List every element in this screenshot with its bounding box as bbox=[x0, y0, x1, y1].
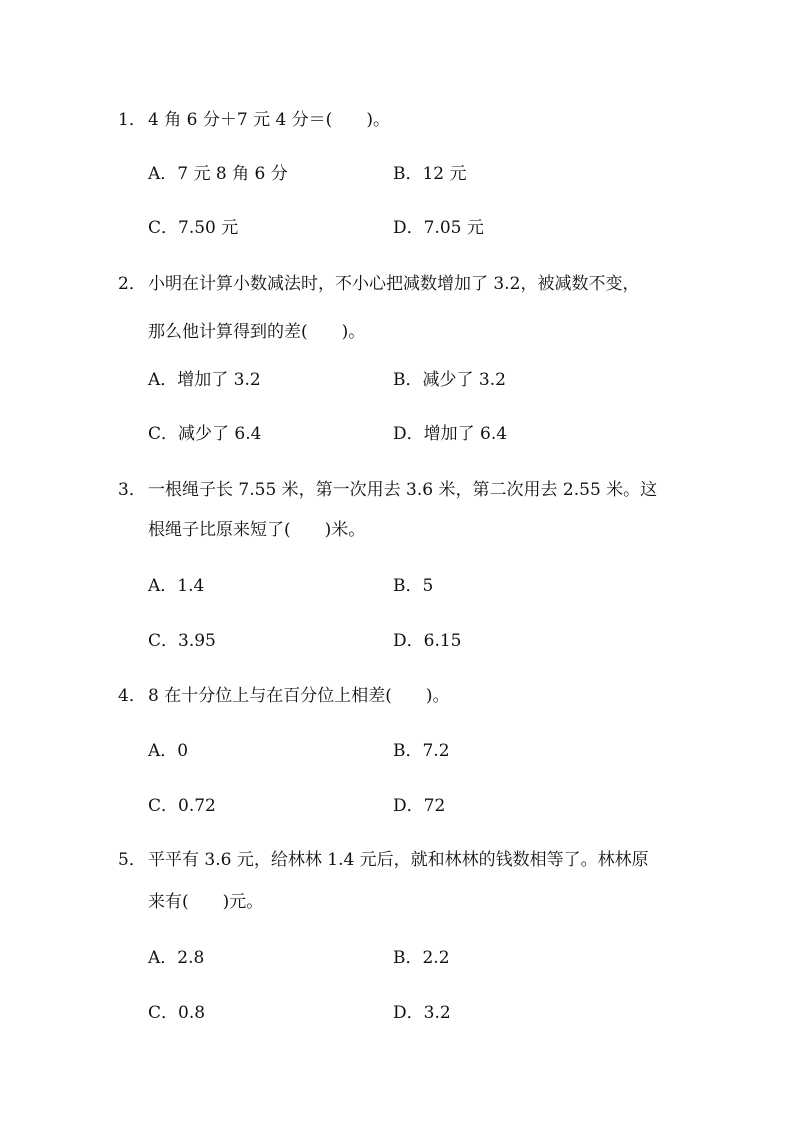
option-c: C．3.95 bbox=[148, 631, 216, 651]
option-d: D．增加了 6.4 bbox=[393, 424, 508, 444]
option-a: A．1.4 bbox=[148, 576, 205, 596]
option-a: A．2.8 bbox=[148, 948, 205, 968]
option-c: C．0.72 bbox=[148, 796, 216, 816]
question-stem-line: 平平有 3.6 元，给林林 1.4 元后，就和林林的钱数相等了。林林原 bbox=[148, 850, 649, 870]
option-b: B．5 bbox=[393, 576, 434, 596]
question-stem-line: 一根绳子长 7.55 米，第一次用去 3.6 米，第二次用去 2.55 米。这 bbox=[148, 480, 658, 500]
option-b: B．2.2 bbox=[393, 948, 450, 968]
option-a: A．7 元 8 角 6 分 bbox=[148, 164, 288, 184]
option-d: D．72 bbox=[393, 796, 446, 816]
option-b: B．减少了 3.2 bbox=[393, 370, 506, 390]
question-number: 2． bbox=[118, 274, 146, 294]
question-stem-line: 那么他计算得到的差( )。 bbox=[148, 322, 366, 342]
question-number: 5． bbox=[118, 850, 146, 870]
option-b: B．7.2 bbox=[393, 741, 450, 761]
option-a: A．增加了 3.2 bbox=[148, 370, 261, 390]
option-c: C．减少了 6.4 bbox=[148, 424, 262, 444]
question-stem-line: 小明在计算小数减法时，不小心把减数增加了 3.2，被减数不变， bbox=[148, 274, 640, 294]
option-b: B．12 元 bbox=[393, 164, 467, 184]
question-number: 4． bbox=[118, 686, 146, 706]
question-stem-line: 来有( )元。 bbox=[148, 892, 264, 912]
option-d: D．6.15 bbox=[393, 631, 462, 651]
option-c: C．0.8 bbox=[148, 1003, 206, 1023]
question-stem-line: 8 在十分位上与在百分位上相差( )。 bbox=[148, 686, 450, 706]
option-a: A．0 bbox=[148, 741, 189, 761]
option-d: D．3.2 bbox=[393, 1003, 451, 1023]
option-c: C．7.50 元 bbox=[148, 218, 239, 238]
question-stem-line: 4 角 6 分＋7 元 4 分＝( )。 bbox=[148, 110, 390, 130]
option-d: D．7.05 元 bbox=[393, 218, 484, 238]
question-number: 1． bbox=[118, 110, 146, 130]
question-number: 3． bbox=[118, 480, 146, 500]
question-stem-line: 根绳子比原来短了( )米。 bbox=[148, 520, 366, 540]
